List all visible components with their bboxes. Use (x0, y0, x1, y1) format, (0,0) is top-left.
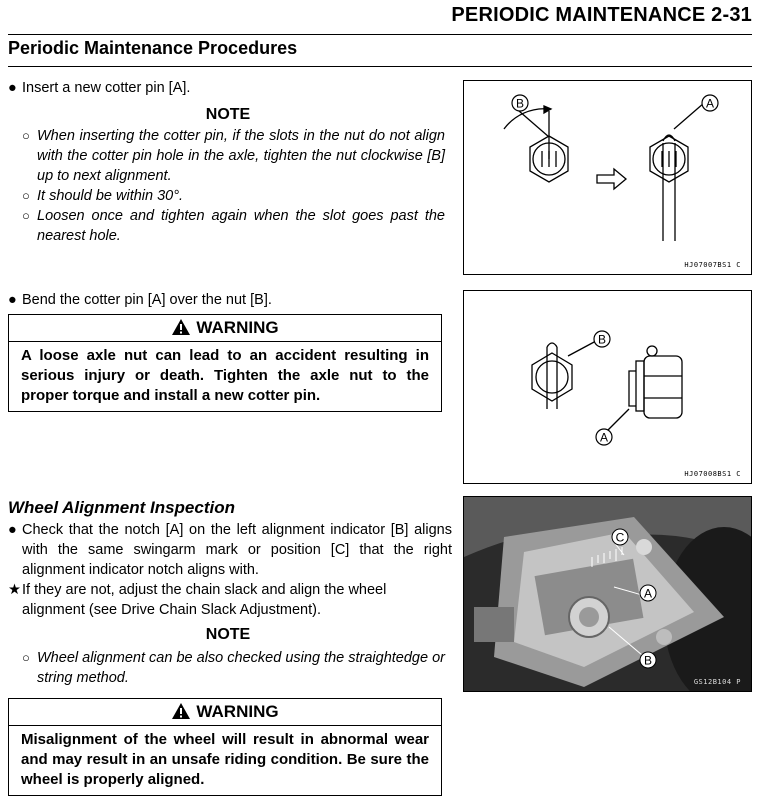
step-text: Check that the notch [A] on the left alignment indicator [B] aligns with the same swingarm mark or position [C] that the right alignment indicator notch aligns with. (22, 522, 452, 578)
section-title: Periodic Maintenance Procedures (8, 38, 298, 58)
step-text: If they are not, adjust the chain slack and align the wheel alignment (see Drive Chain Slack Adjustment). (22, 582, 387, 618)
step-check-alignment (8, 520, 452, 580)
callout-c (612, 529, 628, 545)
note-heading: NOTE (205, 106, 251, 123)
svg-text:C: C (615, 530, 625, 545)
note-item-text: When inserting the cotter pin, if the slots in the nut do not align with the cotter pin hole in the axle, tighten the nut clockwise [B] up to next alignment. (37, 128, 445, 184)
svg-text:B: B (643, 653, 653, 668)
alignment-indicator-photo (464, 497, 751, 691)
note-heading: NOTE (205, 626, 251, 643)
page-header-title: PERIODIC MAINTENANCE 2-31 (451, 4, 752, 26)
warning-text: A loose axle nut can lead to an accident resulting in serious injury or death. Tighten the axle nut to the proper torque and install a new cotter pin. (21, 347, 429, 404)
bullet-marker: ● (8, 292, 17, 308)
bullet-marker: ● (8, 80, 17, 96)
figure-code: GS12B104 P (693, 678, 741, 686)
svg-text:B: B (597, 332, 607, 347)
warning-heading: WARNING (196, 318, 279, 337)
warning-box (8, 314, 442, 412)
sub-marker: ○ (22, 188, 30, 203)
warning-triangle-icon (171, 702, 191, 720)
figure-code: HJ07008BS1 C (684, 470, 741, 478)
sub-marker: ○ (22, 128, 30, 143)
callout-a (702, 95, 718, 111)
note-item (22, 126, 446, 186)
figure-cotter-pin-insertion (463, 80, 752, 275)
figure-bend-cotter-pin (463, 290, 752, 484)
step-adjust-alignment (8, 580, 448, 620)
step-text: Bend the cotter pin [A] over the nut [B]. (22, 292, 272, 308)
warning-header (9, 315, 441, 342)
bend-cotter-pin-diagram (464, 291, 751, 483)
note-item (22, 206, 446, 246)
section-rule (8, 66, 752, 67)
cotter-pin-insertion-diagram (464, 81, 751, 274)
svg-text:A: A (599, 430, 609, 445)
header-rule (8, 34, 752, 35)
warning-text: Misalignment of the wheel will result in abnormal wear and may result in an unsafe riding condition. Be sure the wheel is properly aligned. (21, 731, 429, 788)
bullet-marker: ● (8, 522, 17, 538)
figure-code: HJ07007BS1 C (684, 261, 741, 269)
step-bend-pin (8, 290, 448, 310)
note-item (22, 648, 446, 688)
step-insert-pin (8, 78, 448, 98)
callout-a (640, 585, 656, 601)
callout-b (640, 652, 656, 668)
callout-b (512, 95, 528, 111)
note-item (22, 186, 446, 206)
note-item-text: Wheel alignment can be also checked using the straightedge or string method. (37, 650, 445, 686)
note-item-text: It should be within 30°. (37, 188, 184, 204)
star-marker: ★ (8, 582, 21, 598)
figure-alignment-photo (463, 496, 752, 692)
callout-a (596, 429, 612, 445)
warning-header (9, 699, 441, 726)
svg-text:B: B (515, 96, 525, 111)
warning-box (8, 698, 442, 796)
subsection-title: Wheel Alignment Inspection (8, 498, 235, 517)
step-text: Insert a new cotter pin [A]. (22, 80, 191, 96)
sub-marker: ○ (22, 650, 30, 665)
warning-heading: WARNING (196, 702, 279, 721)
sub-marker: ○ (22, 208, 30, 223)
svg-text:A: A (705, 96, 715, 111)
callout-b (594, 331, 610, 347)
warning-triangle-icon (171, 318, 191, 336)
svg-text:A: A (643, 586, 653, 601)
note-item-text: Loosen once and tighten again when the slot goes past the nearest hole. (37, 208, 445, 244)
